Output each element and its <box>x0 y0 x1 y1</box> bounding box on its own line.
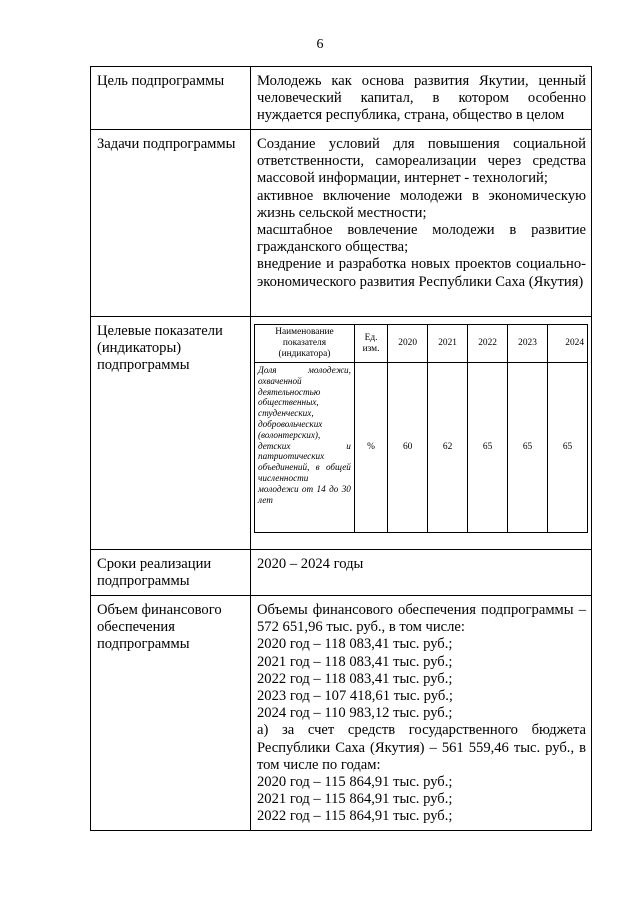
table-row-indicators <box>91 317 592 550</box>
year-header: 2023 <box>508 325 548 363</box>
row-value-period <box>251 550 592 596</box>
indicator-unit-header: Ед. изм. <box>354 325 387 363</box>
financing-line: 2021 год – 118 083,41 тыс. руб.; <box>257 653 453 670</box>
table-row-goal <box>91 67 592 130</box>
row-label-tasks: Задачи подпрограммы <box>91 130 251 317</box>
row-label-indicators: Целевые показатели (индикаторы) подпрограммы <box>91 317 251 550</box>
indicator-value: 60 <box>388 363 428 533</box>
row-label-period: Сроки реализации подпрограммы <box>91 550 251 596</box>
passport-table <box>90 66 592 831</box>
table-row-financing <box>91 596 592 831</box>
table-row-tasks <box>91 130 592 317</box>
indicator-unit: % <box>354 363 387 533</box>
row-label-financing: Объем финансового обеспечения подпрограммы <box>91 596 251 831</box>
row-value-indicators <box>251 317 592 550</box>
task-item: Создание условий для повышения социальной ответственности, самореализации через средства массовой информации, интернет - технологий; <box>257 136 586 187</box>
page-number: 6 <box>316 37 324 52</box>
indicators-data-row <box>255 363 588 533</box>
period-text: 2020 – 2024 годы <box>257 556 364 572</box>
financing-line: 2022 год – 115 864,91 тыс. руб.; <box>257 808 453 825</box>
year-header: 2024 <box>548 325 588 363</box>
indicator-value: 62 <box>428 363 468 533</box>
row-value-goal <box>251 67 592 130</box>
row-label-goal: Цель подпрограммы <box>91 67 251 130</box>
financing-line: 2023 год – 107 418,61 тыс. руб.; <box>257 688 453 705</box>
goal-text: Молодежь как основа развития Якутии, ценный человеческий капитал, в котором особенно нуждается республика, страна, общество в целом <box>257 73 586 124</box>
indicator-value: 65 <box>508 363 548 533</box>
financing-line: 2020 год – 115 864,91 тыс. руб.; <box>257 774 453 791</box>
financing-line: 2024 год – 110 983,12 тыс. руб.; <box>257 705 453 722</box>
task-item: внедрение и разработка новых проектов социально-экономического развития Республики Саха (Якутия) <box>257 256 586 290</box>
year-header: 2021 <box>428 325 468 363</box>
year-header: 2022 <box>468 325 508 363</box>
financing-line: а) за счет средств государственного бюджета Республики Саха (Якутия) – 561 559,46 тыс. руб., в том числе по годам: <box>257 722 586 773</box>
task-item: активное включение молодежи в экономическую жизнь сельской местности; <box>257 187 586 221</box>
indicator-name-header: Наименование показателя (индикатора) <box>255 325 355 363</box>
row-value-financing <box>251 596 592 831</box>
indicators-table <box>254 324 588 533</box>
financing-line: 2021 год – 115 864,91 тыс. руб.; <box>257 791 453 808</box>
financing-line: Объемы финансового обеспечения подпрограммы – 572 651,96 тыс. руб., в том числе: <box>257 602 586 636</box>
task-item: масштабное вовлечение молодежи в развитие гражданского общества; <box>257 222 586 256</box>
indicator-name: Доля молодежи, охваченной деятельностью общественных, студенческих, добровольческих (волонтерских), детских и патриотических объединений, в общей численности молодежи от 14 до 30 лет <box>255 363 355 533</box>
financing-line: 2020 год – 118 083,41 тыс. руб.; <box>257 636 453 653</box>
financing-line: 2022 год – 118 083,41 тыс. руб.; <box>257 670 453 687</box>
table-row-period <box>91 550 592 596</box>
indicator-value: 65 <box>468 363 508 533</box>
indicators-header-row <box>255 325 588 363</box>
year-header: 2020 <box>388 325 428 363</box>
row-value-tasks <box>251 130 592 317</box>
indicator-value: 65 <box>548 363 588 533</box>
